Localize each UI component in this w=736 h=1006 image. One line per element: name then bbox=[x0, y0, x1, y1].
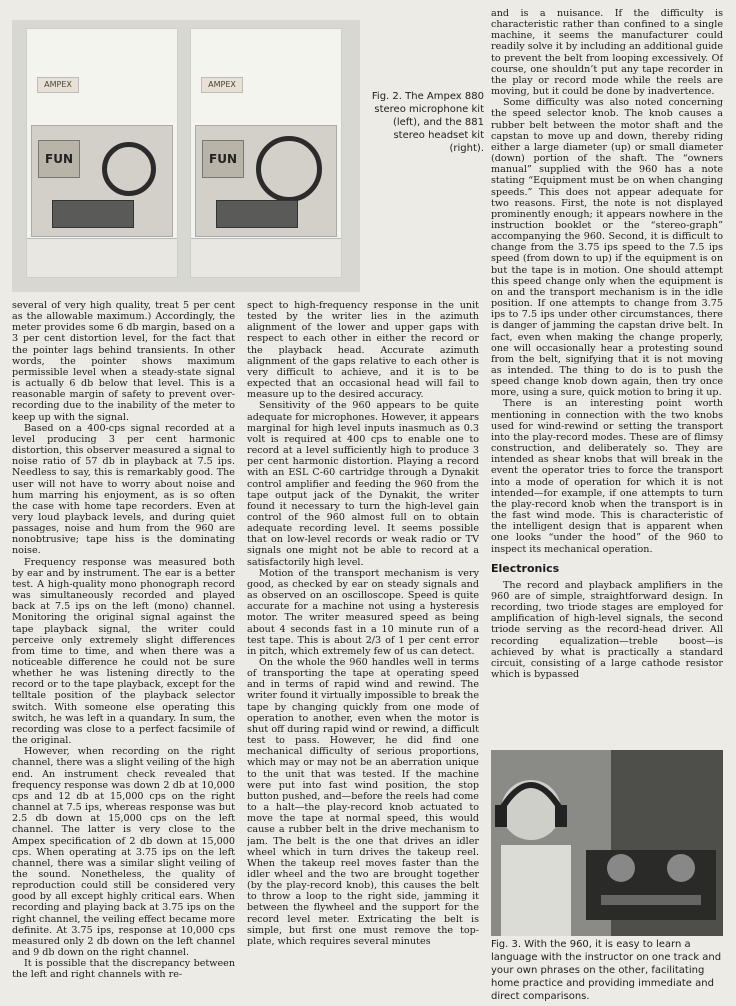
column-2 bbox=[247, 300, 479, 1002]
fig3-illustration bbox=[491, 750, 723, 936]
headset-device bbox=[216, 200, 298, 228]
paragraph: On the whole the 960 handles well in terms of transporting the tape at operating speed and in terms of rapid wind and rewind. The writer found it virtually impossible to break the tape by changing quickly from one mode of operation to another, even when the motor is shut off during rapid wind or rewind, a difficult test to pass. However, he did find one mechanical difficulty of serious proportions, which may or may not be an aberration unique to the unit that was tested. If the machine were put into fast wind position, the stop button pushed, and—before the reels had come to a halt—the play-record knob actuated to move the tape at normal speed, this would cause a rubber belt in the drive mechanism to jam. The belt is the one that drives an idler wheel which in turn drives the takeup reel. When the takeup reel moves faster than the idler wheel and the two are brought together (by the play-record knob), this causes the belt to throw a loop to the right side, jamming it between the flywheel and the support for the record level meter. Extricating the belt is simple, but first one must remove the top-plate, which requires several minutes bbox=[247, 657, 479, 947]
paragraph: However, when recording on the right channel, there was a slight veiling of the high end. An instrument check revealed that frequency response was down 2 db at 10,000 cps and 12 db at 15,000 cps on the right channel at 7.5 ips, whereas response was but 2.5 db down at 15,000 cps on the left channel. The latter is very close to the Ampex specification of 2 db down at 15,000 cps. When operating at 3.75 ips on the left channel, there was a similar slight veiling of the sound. Nonetheless, the quality of reproduction could still be considered very good by all except highly critical ears. When recording and playing back at 3.75 ips on the right channel, the veiling effect became more definite. At 3.75 ips, response at 10,000 cps measured only 2 db down on the left channel and 9 db down on the right channel. bbox=[12, 746, 235, 959]
box-brand-label: AMPEX bbox=[201, 77, 243, 93]
paragraph: Sensitivity of the 960 appears to be quite adequate for microphones. However, it appears marginal for high level inputs inasmuch as 0.3 volt is required at 400 cps to enable one to record at a level sufficiently high to produce 3 per cent harmonic distortion. Playing a record with an ESL C-60 cartridge through a Dynakit control amplifier and feeding the 960 from the tape output jack of the Dynakit, the writer found it necessary to turn the high-level gain control of the 960 almost full on to obtain adequate recording level. It seems possible that on low-level records or weak radio or TV signals one might not be able to record at a satisfactorily high level. bbox=[247, 400, 479, 568]
cable-coil bbox=[102, 142, 156, 196]
column-1 bbox=[12, 300, 235, 1002]
box-contents bbox=[195, 125, 337, 237]
paragraph: Frequency response was measured both by ear and by instrument. The ear is a better test. A high-quality mono phonograph record was simultaneously recorded and played back at 7.5 ips on the left (mono) channel. Monitoring the original signal against the tape playback signal, the writer could perceive only extremely slight differences from time to time, and when there was a noticeable difference he could not be sure whether he was listening directly to the record or to the tape playback, except for the telltale position of the playback selector switch. With someone else operating this switch, he was left in a quandary. In sum, the recording was close to a perfect facsimile of the original. bbox=[12, 556, 235, 747]
box-fun-label: FUN bbox=[202, 140, 244, 178]
headset-kit-box bbox=[190, 28, 342, 278]
fig2-photo bbox=[12, 20, 360, 292]
paragraph: several of very high quality, treat 5 per cent as the allowable maximum.) Accordingly, the meter provides some 6 db margin, based on a 3 per cent distortion level, for the fact that the pointer lags behind transients. In other words, the pointer shows maximum permissible level when a steady-state signal is actually 6 db below that level. This is a reasonable margin of safety to prevent over-recording due to the inability of the meter to keep up with the signal. bbox=[12, 300, 235, 423]
mic-kit-box bbox=[26, 28, 178, 278]
fig2-caption: Fig. 2. The Ampex 880 stereo microphone kit (left), and the 881 stereo headset kit (right). bbox=[371, 91, 484, 154]
paragraph: spect to high-frequency response in the unit tested by the writer lies in the azimuth alignment of the lower and upper gaps with respect to each other in either the record or the playback head. Accurate azimuth alignment of the gaps relative to each other is very difficult to achieve, and it is to be expected that an occasional head will fail to measure up to the desired accuracy. bbox=[247, 300, 479, 401]
paragraph: Some difficulty was also noted concerning the speed selector knob. The knob causes a rubber belt between the motor shaft and the capstan to move up and down, thereby riding either a large diameter (up) or small diameter (down) portion of the shaft. The “owners manual” supplied with the 960 has a note stating “Equipment must be on when changing speeds.” This does not appear adequate for two reasons. First, the note is not displayed prominently enough; it appears nowhere in the instruction booklet or the “stereo-graph” accompanying the 960. Second, it is difficult to change from the 3.75 ips speed to the 7.5 ips speed (from down to up) if the equipment is on but the tape is in motion. One should attempt this speed change only when the equipment is on and the transport mechanism is in the idle position. If one attempts to change from 3.75 ips to 7.5 ips under other circumstances, there is danger of jamming the capstan drive belt. In fact, even when making the change properly, one will occasionally hear a protesting sound from the belt, signifying that it is not moving as intended. The thing to do is to push the speed change knob down again, then try once more, using a sure, quick motion to bring it up. bbox=[491, 97, 723, 399]
microphone-device bbox=[52, 200, 134, 228]
box-base bbox=[27, 238, 177, 277]
box-contents bbox=[31, 125, 173, 237]
headset-coil bbox=[256, 136, 322, 202]
column-3 bbox=[491, 8, 723, 744]
box-brand-label: AMPEX bbox=[37, 77, 79, 93]
fig3-photo bbox=[491, 750, 723, 936]
paragraph: Based on a 400-cps signal recorded at a level producing 3 per cent harmonic distortion, this observer measured a signal to noise ratio of 57 db in playback at 7.5 ips. Needless to say, this is remarkably good. The user will not have to worry about noise and hum marring his enjoyment, as is so often the case with home tape recorders. Even at very loud playback levels, and during quiet passages, noise and hum from the 960 are nonobtrusive; tape hiss is the dominating noise. bbox=[12, 422, 235, 557]
box-fun-label: FUN bbox=[38, 140, 80, 178]
paragraph: The record and playback amplifiers in the 960 are of simple, straightforward design. In recording, two triode stages are employed for amplification of high-level signals, the second triode serving as the record-head driver. All recording equalization—treble boost—is achieved by what is practically a standard circuit, consisting of a large cathode resistor which is bypassed bbox=[491, 579, 723, 681]
section-heading: Electronics bbox=[491, 561, 560, 575]
fig3-caption: Fig. 3. With the 960, it is easy to learn a language with the instructor on one track and your own phrases on the other, facilitating home practice and providing immediate and direct comparisons. bbox=[491, 939, 722, 1002]
paragraph: It is possible that the discrepancy between the left and right channels with re- bbox=[12, 958, 235, 981]
box-base bbox=[191, 238, 341, 277]
paragraph: There is an interesting point worth mentioning in connection with the two knobs used for wind-rewind or setting the transport into the play-record modes. These are of flimsy construction, and deliberately so. They are intended as shear knobs that will break in the event the operator tries to force the transport into a mode of operation for which it is not intended—for example, if one attempts to turn the play-record knob when the transport is in the fast wind mode. This is characteristic of the intelligent design that is apparent when one looks “under the hood” of the 960 to inspect its mechanical operation. bbox=[491, 398, 723, 555]
paragraph: and is a nuisance. If the difficulty is characteristic rather than confined to a single machine, it seems the manufacturer could readily solve it by including an additional guide to prevent the belt from looping excessively. Of course, one shouldn’t put any tape recorder in the play or record mode while the reels are moving, but it could be done by inadvertence. bbox=[491, 8, 723, 98]
paragraph: Motion of the transport mechanism is very good, as checked by ear on steady signals and as observed on an oscilloscope. Speed is quite accurate for a machine not using a hysteresis motor. The writer measured speed as being about 4 seconds fast in a 10 minute run of a test tape. This is about 2/3 of 1 per cent error in pitch, which extremely few of us can detect. bbox=[247, 567, 479, 657]
